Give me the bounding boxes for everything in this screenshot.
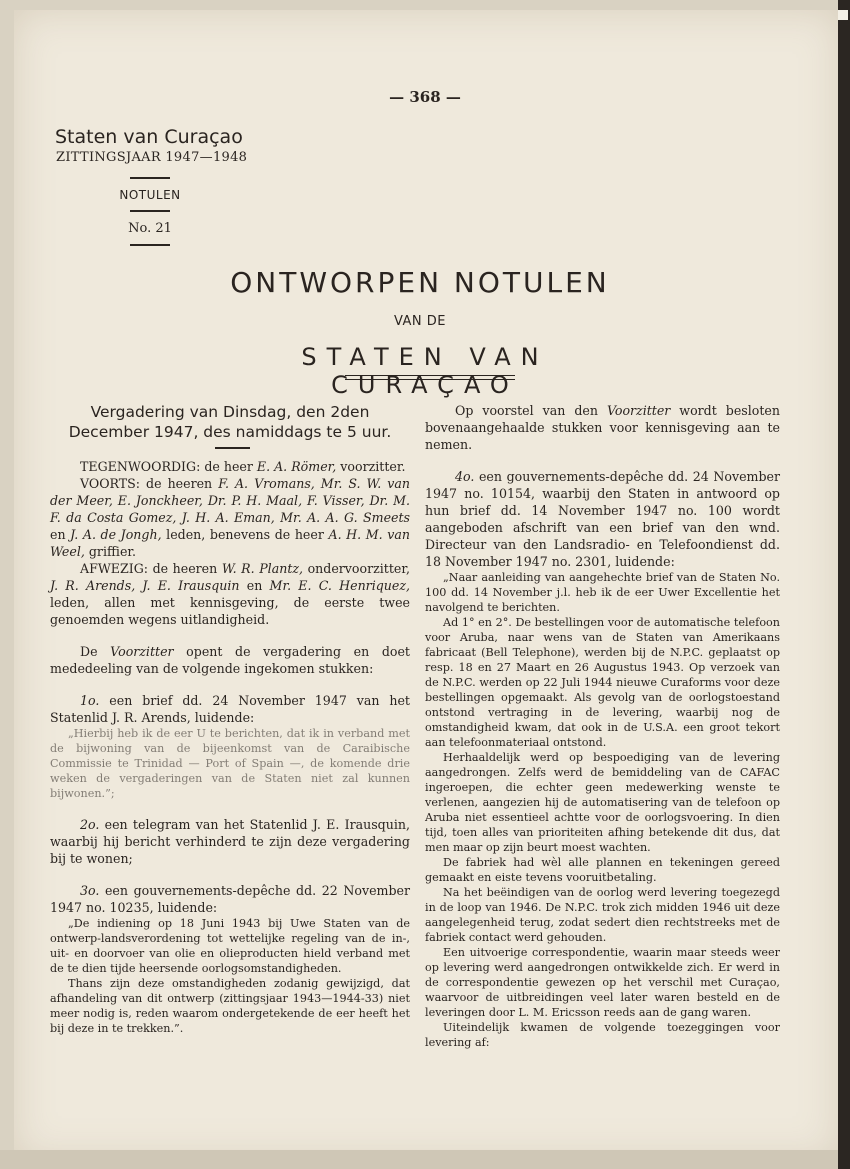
page-number: — 368 — bbox=[389, 88, 461, 106]
item-4: 4o. een gouvernements-depêche dd. 24 November 1947 no. 10154, waarbij den Staten in antwoord op hun brief dd. 14 November 1947 no. 100 wordt aangeboden afschrift van een brief van den wnd. Directeur van den Landsradio- en Telefoondienst dd. 18 November 1947 no. 2301, luidende: bbox=[425, 469, 780, 569]
notulen-label: NOTULEN bbox=[119, 188, 181, 202]
scan-corner-mark bbox=[838, 10, 848, 20]
item-4-quote: Ad 1° en 2°. De bestellingen voor de automatische telefoon voor Aruba, naar wens van de Staten van Amerikaans fabricaat (Bell Telephone), werden bij de N.P.C. geplaatst op resp. 18 en 27 Maart en 26 Augustus 1943. Op verzoek van de N.P.C. werden op 22 Juli 1944 nieuwe Curaforms voor deze bestellingen opgemaakt. Als gevolg van de oorlogstoestand ontstond vertraging in de levering, waarbij nog de omstandigheid kwam, dat ook in de U.S.A. een groot tekort aan telefoonmateriaal ontstond. bbox=[425, 616, 780, 749]
item-1-quote: „Hierbij heb ik de eer U te berichten, dat ik in verband met de bijwoning van de bijeenkomst van de Caraibische Commissie te Trinidad — Port of Spain —, de komende drie weken de vergaderingen van de Staten niet zal kunnen bijwonen.”; bbox=[50, 727, 410, 800]
left-column bbox=[50, 458, 410, 1036]
minutes-number: No. 21 bbox=[128, 221, 172, 236]
item-4-quote: Uiteindelijk kwamen de volgende toezeggingen voor levering af: bbox=[425, 1021, 780, 1049]
main-title: ONTWORPEN NOTULEN bbox=[230, 266, 610, 299]
divider bbox=[130, 210, 170, 212]
divider bbox=[130, 177, 170, 179]
org-name: Staten van Curaçao bbox=[55, 126, 243, 148]
item-3-quote: Thans zijn deze omstandigheden zodanig gewijzigd, dat afhandeling van dit ontwerp (zittingsjaar 1943—1944-33) niet meer nodig is, reden waarom ondergetekende de eer heeft het bij deze in te trekken.”. bbox=[50, 977, 410, 1035]
meeting-heading: Vergadering van Dinsdag, den 2den December 1947, des namiddags te 5 uur. bbox=[68, 403, 392, 441]
item-2: 2o. een telegram van het Statenlid J. E. Irausquin, waarbij hij bericht verhinderd te zijn deze vergadering bij te wonen; bbox=[50, 817, 410, 866]
item-4-quote: Herhaaldelijk werd op bespoediging van de levering aangedrongen. Zelfs werd de bemiddeling van de CAFAC ingeroepen, die echter geen medewerking wenste te verlenen, aangezien hij de automatisering van de telefoon op Aruba niet essentieel achtte voor de oorlogsvoering. In dien tijd, toen alles van prioriteiten afhing betekende dit dus, dat men maar op zijn beurt moest wachten. bbox=[425, 751, 780, 854]
scan-border bbox=[838, 0, 850, 1169]
sub-title: VAN DE bbox=[393, 314, 447, 329]
attendance-present: TEGENWOORDIG: de heer E. A. Römer, voorzitter. bbox=[80, 459, 406, 474]
right-column bbox=[425, 402, 780, 1050]
item-1: 1o. een brief dd. 24 November 1947 van het Statenlid J. R. Arends, luidende: bbox=[50, 693, 410, 725]
divider bbox=[215, 447, 250, 449]
item-4-quote: Een uitvoerige correspondentie, waarin maar steeds weer op levering werd aangedrongen ontwikkelde zich. Er werd in de correspondentie gewezen op het verschil met Curaçao, waarvoor de uitbreidingen veel later waren besteld en de leveringen door L. M. Ericsson reeds aan de gang waren. bbox=[425, 946, 780, 1019]
item-4-quote: Na het beëindigen van de oorlog werd levering toegezegd in de loop van 1946. De N.P.C. trok zich midden 1946 uit deze aangelegenheid terug, zodat sedert dien rechtstreeks met de fabriek contact werd gehouden. bbox=[425, 886, 780, 944]
scan-edge bbox=[0, 1150, 850, 1169]
title-underline bbox=[345, 375, 515, 376]
session-year: ZITTINGSJAAR 1947—1948 bbox=[56, 150, 248, 165]
divider bbox=[130, 244, 170, 246]
title-underline bbox=[345, 379, 515, 380]
item-4-quote: De fabriek had wèl alle plannen en tekeningen gereed gemaakt en eiste tevens vooruitbetaling. bbox=[425, 856, 780, 884]
item-3-quote: „De indiening op 18 Juni 1943 bij Uwe Staten van de ontwerp-landsverordening tot wettelijke regeling van de in-, uit- en doorvoer van olie en olieproducten hield verband met de te dien tijde heersende oorlogsomstandigheden. bbox=[50, 917, 410, 975]
decision-paragraph: Op voorstel van den Voorzitter wordt besloten bovenaangehaalde stukken voor kennisgeving aan te nemen. bbox=[425, 403, 780, 452]
title-staten: STATEN VAN CURAÇAO bbox=[301, 343, 549, 399]
attendance-absent: AFWEZIG: de heeren W. R. Plantz, ondervoorzitter, J. R. Arends, J. E. Irausquin en Mr. E. C. Henriquez, leden, allen met kennisgeving, de eerste twee genoemden wegens uitlandigheid. bbox=[50, 561, 410, 627]
item-3: 3o. een gouvernements-depêche dd. 22 November 1947 no. 10235, luidende: bbox=[50, 883, 410, 915]
opening-paragraph: De Voorzitter opent de vergadering en doet mededeeling van de volgende ingekomen stukken: bbox=[50, 644, 410, 676]
attendance-members: VOORTS: de heeren F. A. Vromans, Mr. S. W. van der Meer, E. Jonckheer, Dr. P. H. Maal, F. Visser, Dr. M. F. da Costa Gomez, J. H. A. Eman, Mr. A. A. G. Smeets en J. A. de Jongh, leden, benevens de heer A. H. M. van Weel, griffier. bbox=[50, 476, 410, 559]
item-4-quote: „Naar aanleiding van aangehechte brief van de Staten No. 100 dd. 14 November j.l. heb ik de eer Uwer Excellentie het navolgend te berichten. bbox=[425, 571, 780, 614]
